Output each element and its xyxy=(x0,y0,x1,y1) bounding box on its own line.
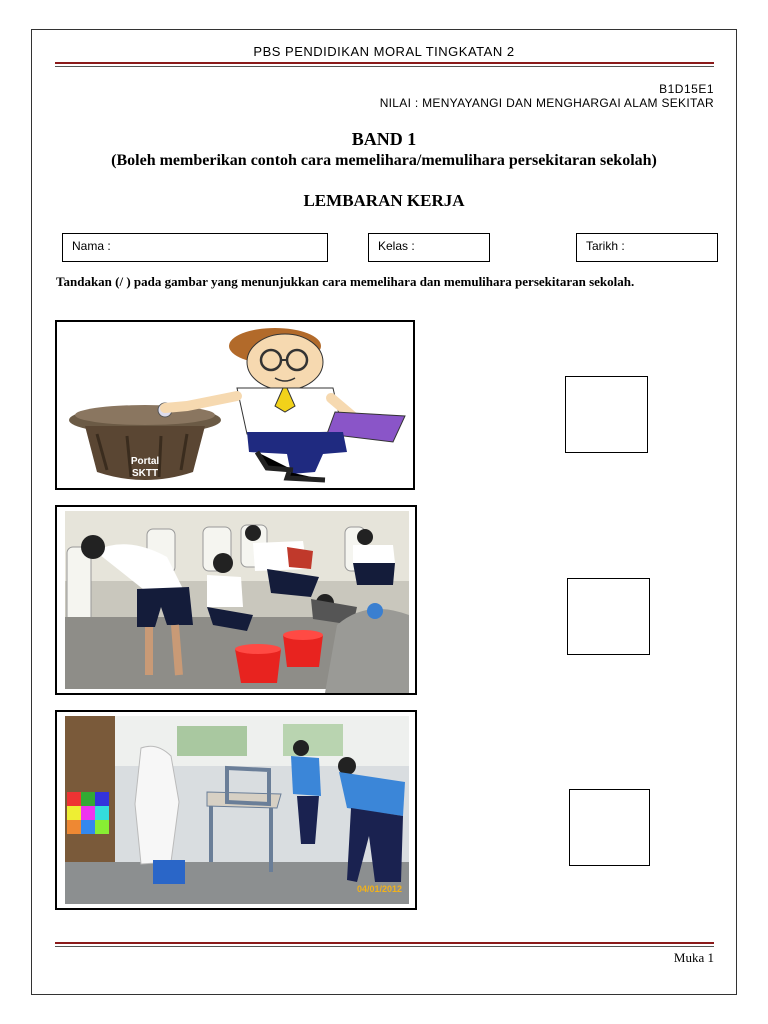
header-rule xyxy=(55,62,714,64)
bin-label-2: SKTT xyxy=(131,468,159,479)
toilet-cleaning-photo xyxy=(57,507,415,693)
photo-date-stamp: 04/01/2012 xyxy=(357,884,403,894)
worksheet-code: B1D15E1 xyxy=(659,82,714,96)
tickbox-3[interactable] xyxy=(569,789,650,866)
image-clean-classroom xyxy=(55,710,417,910)
tarikh-label: Tarikh : xyxy=(586,239,625,253)
page-number: Muka 1 xyxy=(673,950,714,965)
nilai-label: NILAI : MENYAYANGI DAN MENGHARGAI ALAM SEKITAR xyxy=(379,96,714,110)
tarikh-field[interactable] xyxy=(576,233,718,262)
footer-rule xyxy=(55,942,714,944)
instruction-text: Tandakan (/ ) pada gambar yang menunjukkan cara memelihara dan memulihara persekitaran sekolah. xyxy=(56,274,635,289)
header-rule-thin xyxy=(55,66,714,67)
nama-label: Nama : xyxy=(72,239,111,253)
band-subtitle: (Boleh memberikan contoh cara memelihara/memulihara persekitaran sekolah) xyxy=(111,152,657,169)
image-throw-rubbish xyxy=(55,320,415,490)
tickbox-1[interactable] xyxy=(565,376,648,453)
kelas-field[interactable] xyxy=(368,233,490,262)
kelas-label: Kelas : xyxy=(378,239,415,253)
nama-field[interactable] xyxy=(62,233,328,262)
tickbox-2[interactable] xyxy=(567,578,650,655)
image-clean-toilet xyxy=(55,505,417,695)
header-title: PBS PENDIDIKAN MORAL TINGKATAN 2 xyxy=(253,44,515,59)
bin-label-1: Portal xyxy=(130,456,160,467)
worksheet-title: LEMBARAN KERJA xyxy=(303,191,465,210)
band-title: BAND 1 xyxy=(351,129,417,149)
cartoon-illustration xyxy=(57,322,413,488)
classroom-cleaning-photo xyxy=(57,712,415,908)
footer-rule-thin xyxy=(55,946,714,947)
